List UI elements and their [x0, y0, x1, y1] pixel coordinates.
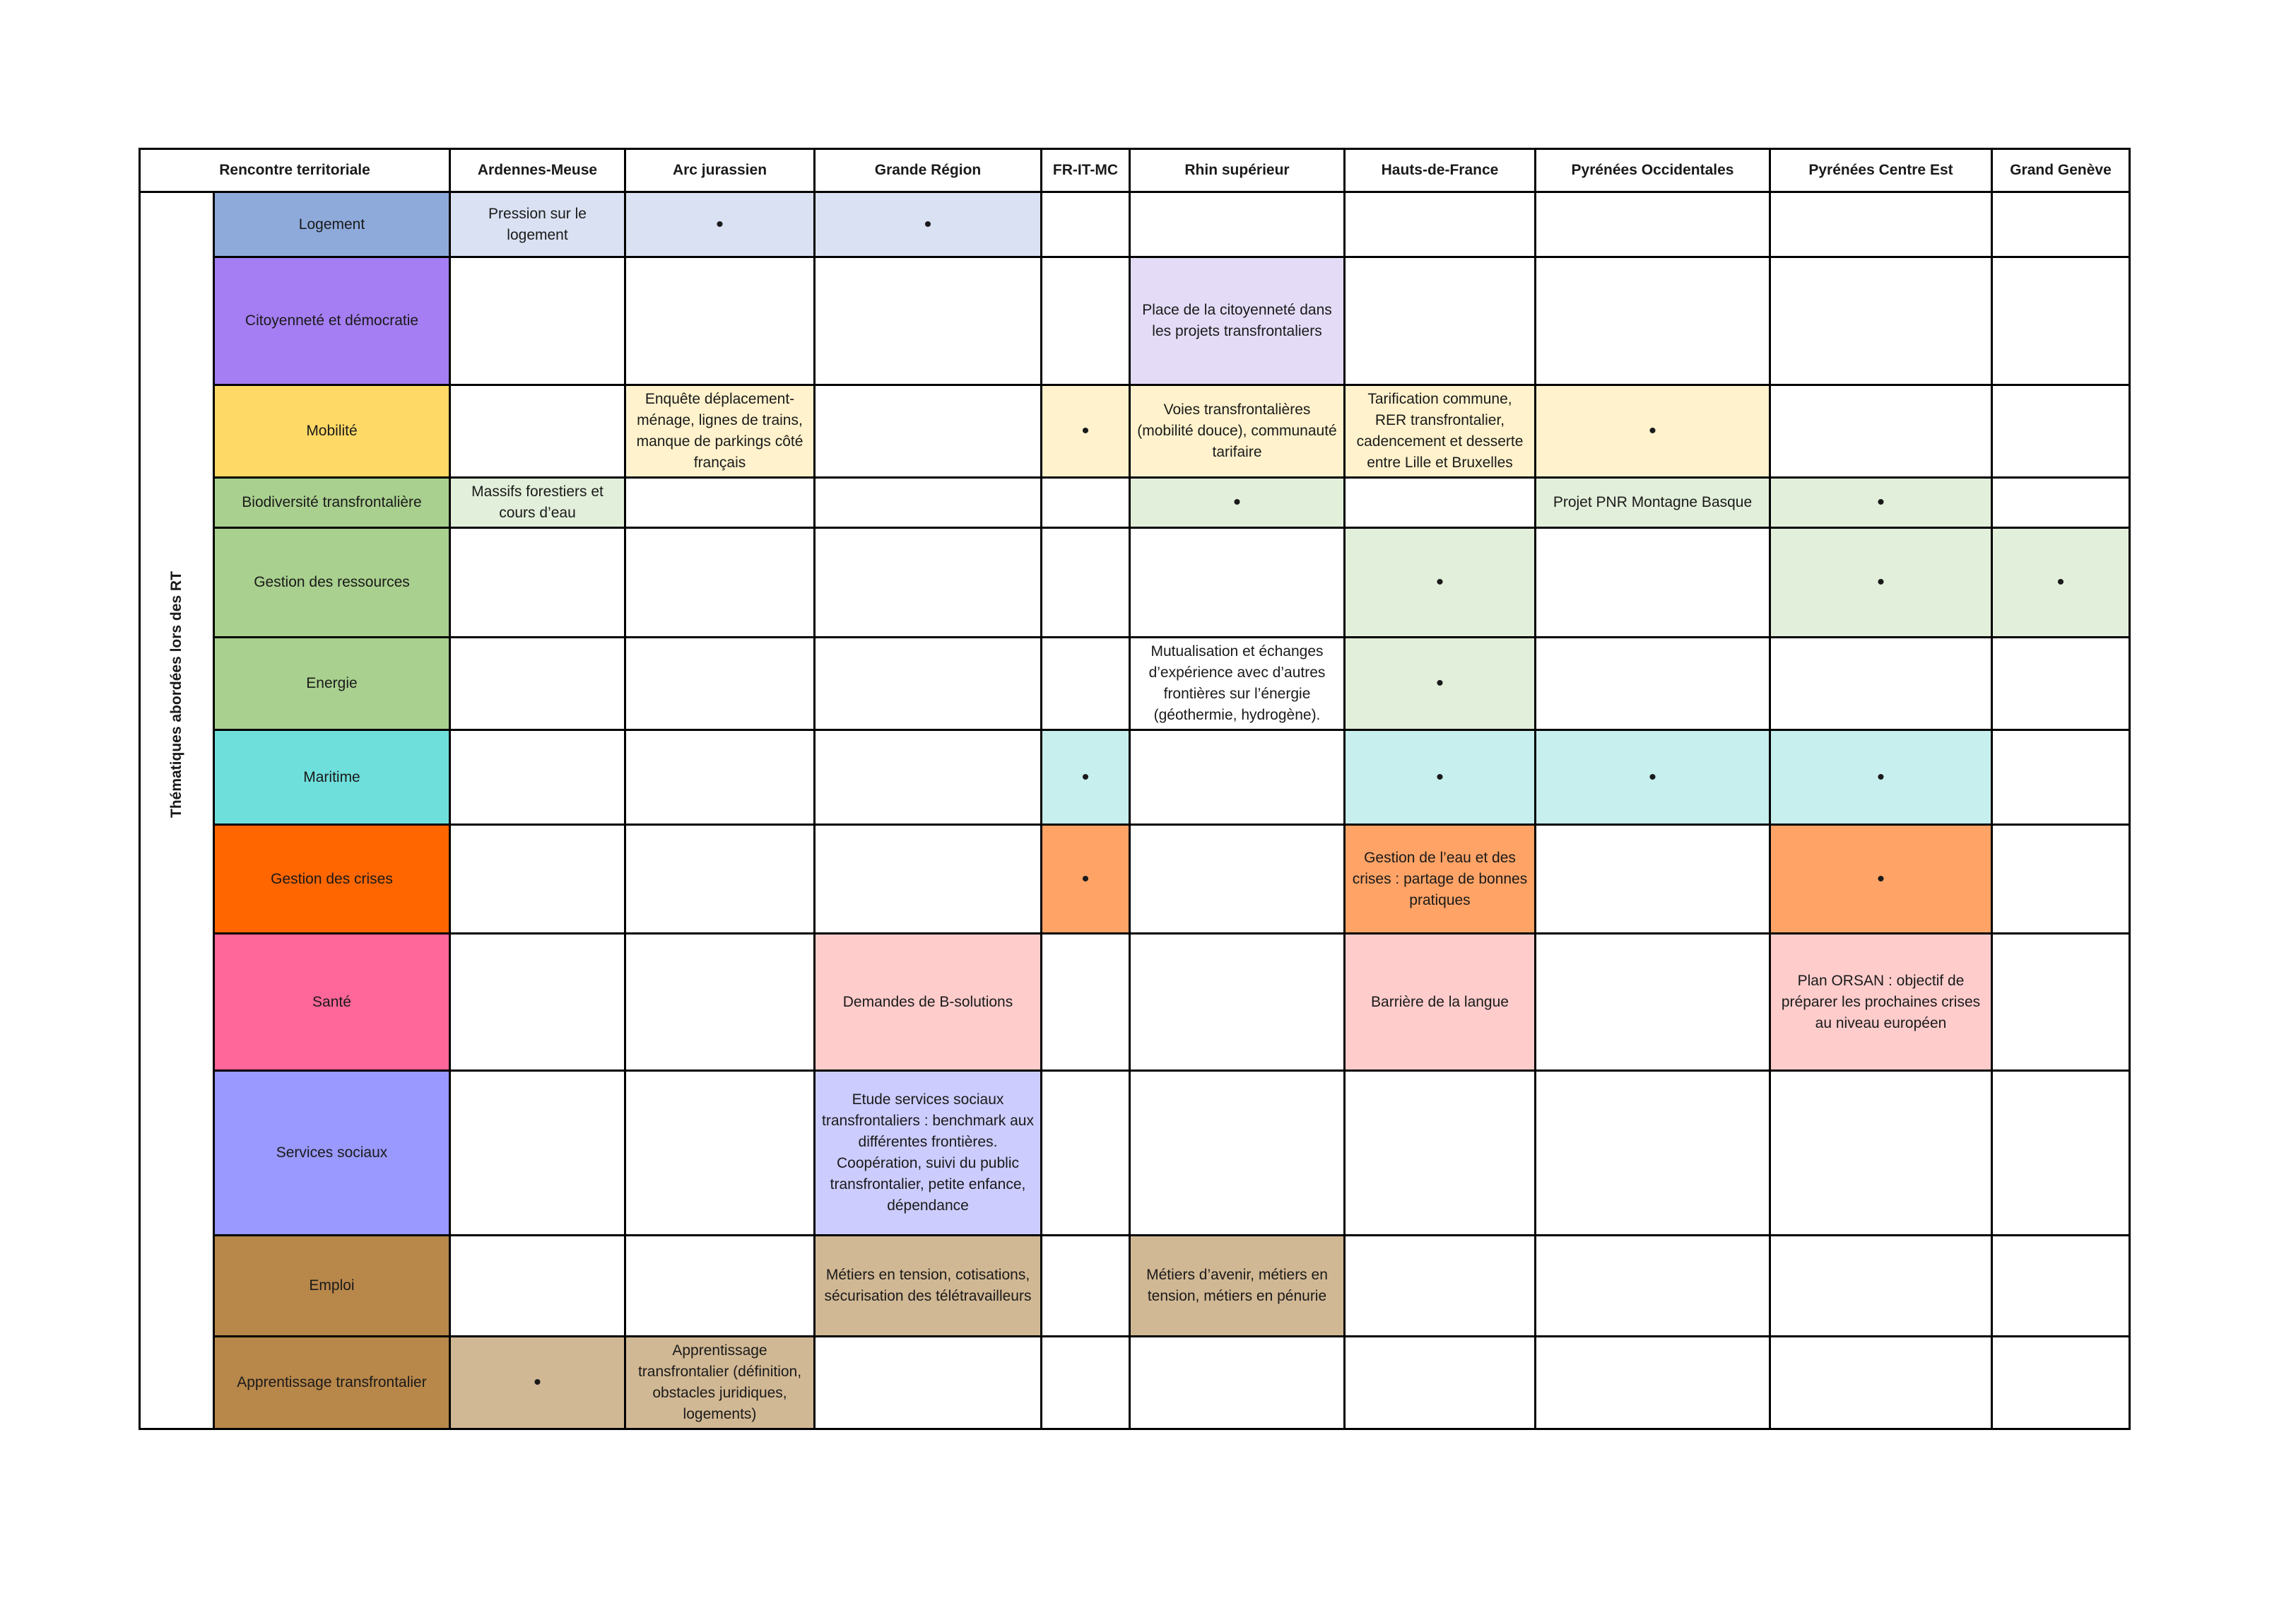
- table-cell: [1770, 385, 1992, 478]
- table-cell: [1042, 528, 1130, 638]
- column-header: Pyrénées Occidentales: [1536, 149, 1770, 192]
- table-cell: [815, 730, 1042, 825]
- theme-label: Citoyenneté et démocratie: [214, 257, 450, 385]
- bullet-cell: •: [1042, 825, 1130, 934]
- table-row: [140, 528, 2130, 638]
- table-cell: [450, 528, 625, 638]
- table-cell: Métiers d’avenir, métiers en tension, métiers en pénurie: [1130, 1236, 1345, 1337]
- table-cell: Tarification commune, RER transfrontalier, cadencement et desserte entre Lille et Bruxelles: [1345, 385, 1536, 478]
- table-cell: [450, 1236, 625, 1337]
- table-cell: Voies transfrontalières (mobilité douce), communauté tarifaire: [1130, 385, 1345, 478]
- table-cell: [450, 934, 625, 1071]
- table-cell: [815, 257, 1042, 385]
- table-cell: [1992, 192, 2130, 257]
- table-cell: [1042, 192, 1130, 257]
- table-cell: [1042, 1337, 1130, 1429]
- table-cell: [450, 825, 625, 934]
- table-cell: Massifs forestiers et cours d’eau: [450, 478, 625, 528]
- themes-table: [139, 148, 2131, 1430]
- table-cell: [1042, 478, 1130, 528]
- table-row: [140, 1337, 2130, 1429]
- table-cell: [1992, 478, 2130, 528]
- theme-label: Gestion des ressources: [214, 528, 450, 638]
- table-row: [140, 385, 2130, 478]
- table-cell: [1130, 1337, 1345, 1429]
- table-cell: [1130, 528, 1345, 638]
- table-cell: [625, 478, 815, 528]
- table-cell: [1992, 257, 2130, 385]
- table-cell: [1536, 1071, 1770, 1236]
- bullet-cell: •: [1536, 730, 1770, 825]
- table-cell: [1042, 257, 1130, 385]
- table-cell: [625, 257, 815, 385]
- table-cell: [1770, 1236, 1992, 1337]
- table-cell: Plan ORSAN : objectif de préparer les prochaines crises au niveau européen: [1770, 934, 1992, 1071]
- table-cell: Etude services sociaux transfrontaliers : benchmark aux différentes frontières. Coopération, suivi du public transfrontalier, petite enfance, dépendance: [815, 1071, 1042, 1236]
- table-cell: [1130, 825, 1345, 934]
- table-cell: [1536, 1337, 1770, 1429]
- table-cell: [450, 257, 625, 385]
- table-cell: [625, 825, 815, 934]
- theme-label: Logement: [214, 192, 450, 257]
- table-cell: Place de la citoyenneté dans les projets transfrontaliers: [1130, 257, 1345, 385]
- table-cell: [1345, 1071, 1536, 1236]
- table-cell: [1992, 1071, 2130, 1236]
- table-cell: [1042, 1236, 1130, 1337]
- bullet-cell: •: [1345, 730, 1536, 825]
- table-cell: [450, 638, 625, 730]
- column-header: Ardennes-Meuse: [450, 149, 625, 192]
- theme-label: Gestion des crises: [214, 825, 450, 934]
- table-cell: [1992, 730, 2130, 825]
- table-cell: [1770, 638, 1992, 730]
- table-cell: [1992, 934, 2130, 1071]
- table-cell: [1345, 1236, 1536, 1337]
- table-cell: [1042, 934, 1130, 1071]
- column-header: Pyrénées Centre Est: [1770, 149, 1992, 192]
- bullet-cell: •: [450, 1337, 625, 1429]
- table-cell: [1770, 1071, 1992, 1236]
- side-label: Thématiques abordées lors des RT: [168, 570, 184, 818]
- bullet-cell: •: [1770, 730, 1992, 825]
- bullet-cell: •: [625, 192, 815, 257]
- table-cell: [1042, 1071, 1130, 1236]
- table-row: [140, 257, 2130, 385]
- table-cell: [1042, 638, 1130, 730]
- table-cell: [625, 1071, 815, 1236]
- table-cell: [815, 528, 1042, 638]
- table-cell: [450, 730, 625, 825]
- table-cell: Gestion de l’eau et des crises : partage de bonnes pratiques: [1345, 825, 1536, 934]
- table-cell: [1536, 825, 1770, 934]
- table-cell: [815, 385, 1042, 478]
- bullet-cell: •: [1536, 385, 1770, 478]
- table-cell: [1345, 192, 1536, 257]
- theme-label: Santé: [214, 934, 450, 1071]
- bullet-cell: •: [1345, 528, 1536, 638]
- theme-label: Apprentissage transfrontalier: [214, 1337, 450, 1429]
- table-cell: [1536, 638, 1770, 730]
- theme-label: Energie: [214, 638, 450, 730]
- table-cell: [450, 1071, 625, 1236]
- table-cell: [1345, 1337, 1536, 1429]
- table-cell: Enquête déplacement-ménage, lignes de trains, manque de parkings côté français: [625, 385, 815, 478]
- table-cell: [1992, 825, 2130, 934]
- column-header: Grande Région: [815, 149, 1042, 192]
- table-cell: [815, 478, 1042, 528]
- table-cell: [815, 825, 1042, 934]
- table-cell: Demandes de B-solutions: [815, 934, 1042, 1071]
- table-cell: Barrière de la langue: [1345, 934, 1536, 1071]
- table-cell: [1536, 1236, 1770, 1337]
- column-header: FR-IT-MC: [1042, 149, 1130, 192]
- table-cell: [1770, 257, 1992, 385]
- table-cell: Mutualisation et échanges d’expérience avec d’autres frontières sur l’énergie (géothermie, hydrogène).: [1130, 638, 1345, 730]
- table-cell: [1130, 1071, 1345, 1236]
- table-cell: [1130, 192, 1345, 257]
- column-header: Hauts-de-France: [1345, 149, 1536, 192]
- table-cell: [625, 1236, 815, 1337]
- table-cell: [1992, 385, 2130, 478]
- corner-header: Rencontre territoriale: [140, 149, 450, 192]
- themes-table-container: [139, 148, 2129, 1422]
- table-cell: [625, 528, 815, 638]
- table-row: [140, 934, 2130, 1071]
- theme-label: Mobilité: [214, 385, 450, 478]
- table-row: [140, 638, 2130, 730]
- table-cell: Apprentissage transfrontalier (définition, obstacles juridiques, logements): [625, 1337, 815, 1429]
- table-cell: [1130, 934, 1345, 1071]
- header-row: [140, 149, 2130, 192]
- table-row: [140, 478, 2130, 528]
- table-cell: [1770, 1337, 1992, 1429]
- table-cell: Pression sur le logement: [450, 192, 625, 257]
- bullet-cell: •: [1042, 385, 1130, 478]
- column-header: Arc jurassien: [625, 149, 815, 192]
- bullet-cell: •: [1770, 528, 1992, 638]
- table-cell: [1130, 730, 1345, 825]
- table-cell: [625, 730, 815, 825]
- table-cell: [450, 385, 625, 478]
- table-cell: [625, 638, 815, 730]
- table-cell: [815, 638, 1042, 730]
- theme-label: Services sociaux: [214, 1071, 450, 1236]
- bullet-cell: •: [815, 192, 1042, 257]
- table-cell: [1536, 934, 1770, 1071]
- side-label-cell: [140, 192, 214, 1429]
- table-cell: [1536, 257, 1770, 385]
- table-cell: [1536, 528, 1770, 638]
- bullet-cell: •: [1345, 638, 1536, 730]
- column-header: Grand Genève: [1992, 149, 2130, 192]
- table-row: [140, 825, 2130, 934]
- table-row: [140, 730, 2130, 825]
- bullet-cell: •: [1770, 478, 1992, 528]
- table-cell: [625, 934, 815, 1071]
- bullet-cell: •: [1130, 478, 1345, 528]
- bullet-cell: •: [1992, 528, 2130, 638]
- theme-label: Biodiversité transfrontalière: [214, 478, 450, 528]
- table-cell: [1992, 1236, 2130, 1337]
- table-cell: [815, 1337, 1042, 1429]
- table-row: [140, 1071, 2130, 1236]
- bullet-cell: •: [1042, 730, 1130, 825]
- table-cell: [1770, 192, 1992, 257]
- table-cell: [1345, 478, 1536, 528]
- table-row: [140, 1236, 2130, 1337]
- table-cell: Projet PNR Montagne Basque: [1536, 478, 1770, 528]
- table-cell: Métiers en tension, cotisations, sécurisation des télétravailleurs: [815, 1236, 1042, 1337]
- column-header: Rhin supérieur: [1130, 149, 1345, 192]
- bullet-cell: •: [1770, 825, 1992, 934]
- table-cell: [1345, 257, 1536, 385]
- table-cell: [1992, 1337, 2130, 1429]
- theme-label: Maritime: [214, 730, 450, 825]
- table-row: [140, 192, 2130, 257]
- theme-label: Emploi: [214, 1236, 450, 1337]
- table-cell: [1992, 638, 2130, 730]
- table-cell: [1536, 192, 1770, 257]
